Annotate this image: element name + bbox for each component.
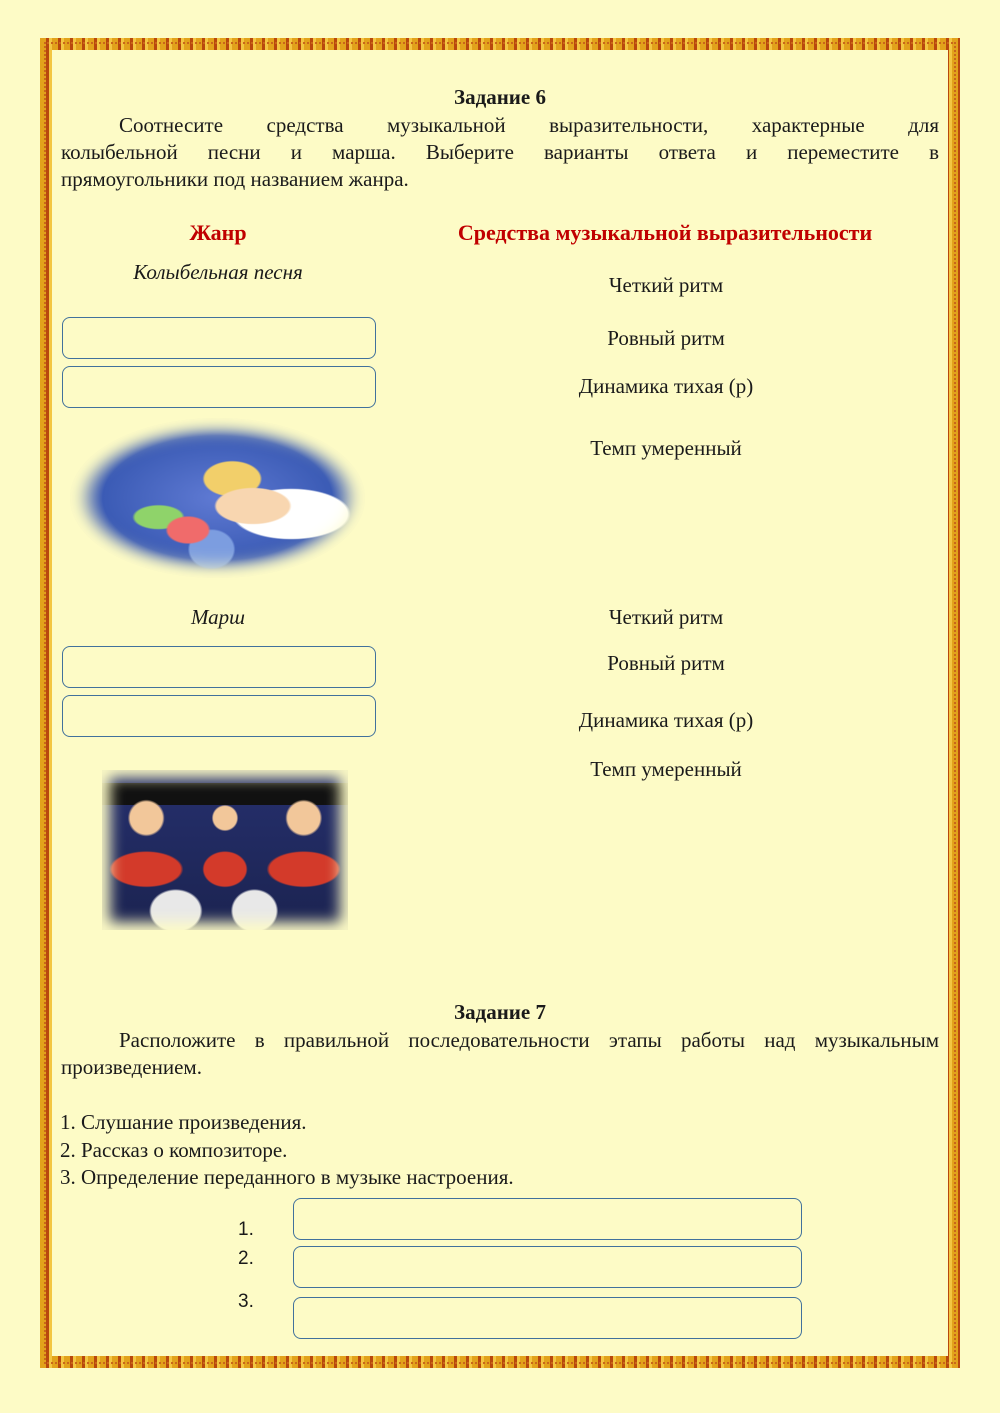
task7-title: Задание 7 [454,1000,546,1024]
task6-title: Задание 6 [454,85,546,109]
column-header-means: Средства музыкальной выразительности [457,220,873,245]
march-drop-box-2[interactable] [62,695,376,737]
stage-item-3[interactable]: 3. Определение переданного в музыке настроения. [60,1165,514,1189]
lullaby-option-4[interactable]: Темп умеренный [590,436,742,460]
lullaby-option-1[interactable]: Четкий ритм [608,273,724,297]
task6-line2: колыбельной песни и марша. Выберите варианты ответа и переместите в [61,140,939,164]
sequence-drop-box-1[interactable] [293,1198,802,1240]
slot-number-2: 2. [238,1248,254,1269]
toy-soldiers-picture [102,770,348,930]
task7-line2: произведением. [61,1055,202,1079]
genre-lullaby-label: Колыбельная песня [133,260,303,284]
column-header-genre: Жанр [189,220,247,245]
march-drop-box-1[interactable] [62,646,376,688]
task6-line1: Соотнесите средства музыкальной выразительности, характерные для [119,113,939,137]
slot-number-1: 1. [238,1219,254,1240]
task7-line1: Расположите в правильной последовательности этапы работы над музыкальным [119,1028,939,1052]
march-option-2[interactable]: Ровный ритм [607,651,725,675]
stage-item-2[interactable]: 2. Рассказ о композиторе. [60,1138,288,1162]
task7-instructions [61,1027,939,1081]
slot-number-3: 3. [238,1291,254,1312]
stage-item-1[interactable]: 1. Слушание произведения. [60,1110,307,1134]
genre-march-label: Марш [190,605,246,629]
march-option-3[interactable]: Динамика тихая (p) [578,708,754,732]
sequence-drop-box-3[interactable] [293,1297,802,1339]
task6-instructions [61,112,939,193]
lullaby-option-3[interactable]: Динамика тихая (p) [578,374,754,398]
sequence-drop-box-2[interactable] [293,1246,802,1288]
lullaby-option-2[interactable]: Ровный ритм [607,326,725,350]
sleeping-child-picture [70,418,365,578]
lullaby-drop-box-2[interactable] [62,366,376,408]
lullaby-drop-box-1[interactable] [62,317,376,359]
march-option-1[interactable]: Четкий ритм [608,605,724,629]
march-option-4[interactable]: Темп умеренный [590,757,742,781]
task6-line3: прямоугольники под названием жанра. [61,167,409,191]
